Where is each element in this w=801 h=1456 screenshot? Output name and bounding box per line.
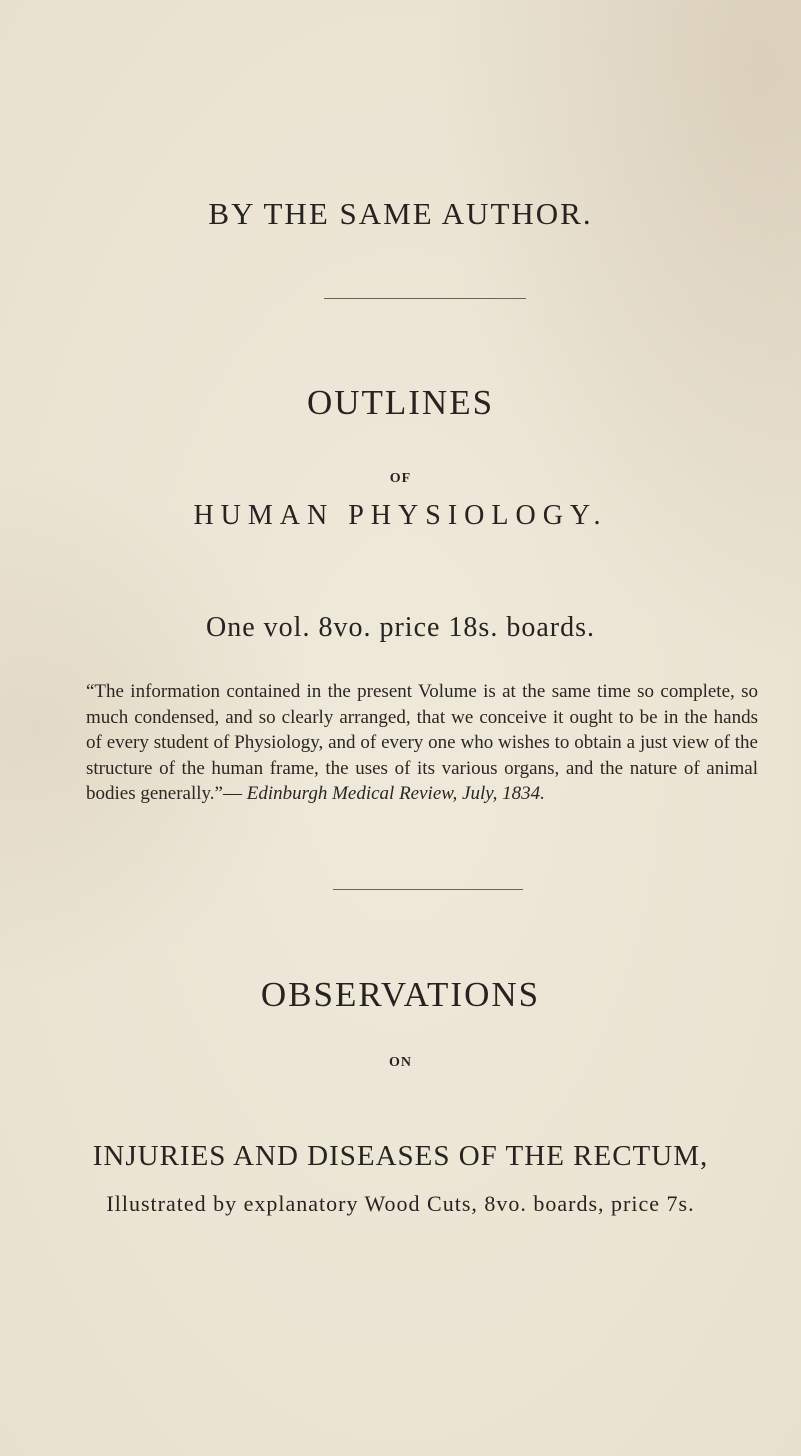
divider-rule [324, 298, 526, 299]
author-heading: BY THE SAME AUTHOR. [208, 196, 593, 231]
book2-title: OBSERVATIONS [260, 975, 541, 1014]
book2-subject: INJURIES AND DISEASES OF THE RECTUM, [92, 1140, 709, 1172]
book2-edition: Illustrated by explanatory Wood Cuts, 8vo. boards, price 7s. [106, 1191, 695, 1216]
book1-subject: HUMAN PHYSIOLOGY. [193, 500, 608, 531]
divider-rule [333, 889, 523, 890]
review-quote-text: “The information contained in the present Volume is at the same time so complete, so much condensed, and so clearly arranged, that we conceive it ought to be in the hands of every student of Physiology, and of every one who wishes to obtain a just view of the structure of the human frame, the uses of its various organs, and the nature of animal bodies generally.”— [86, 681, 758, 804]
book1-title: OUTLINES [306, 383, 495, 422]
book1-connector: OF [389, 471, 412, 486]
review-quote [86, 679, 758, 807]
book2-connector: ON [389, 1055, 412, 1070]
review-source: Edinburgh Medical Review, July, 1834. [246, 783, 545, 804]
book1-edition: One vol. 8vo. price 18s. boards. [206, 612, 595, 643]
